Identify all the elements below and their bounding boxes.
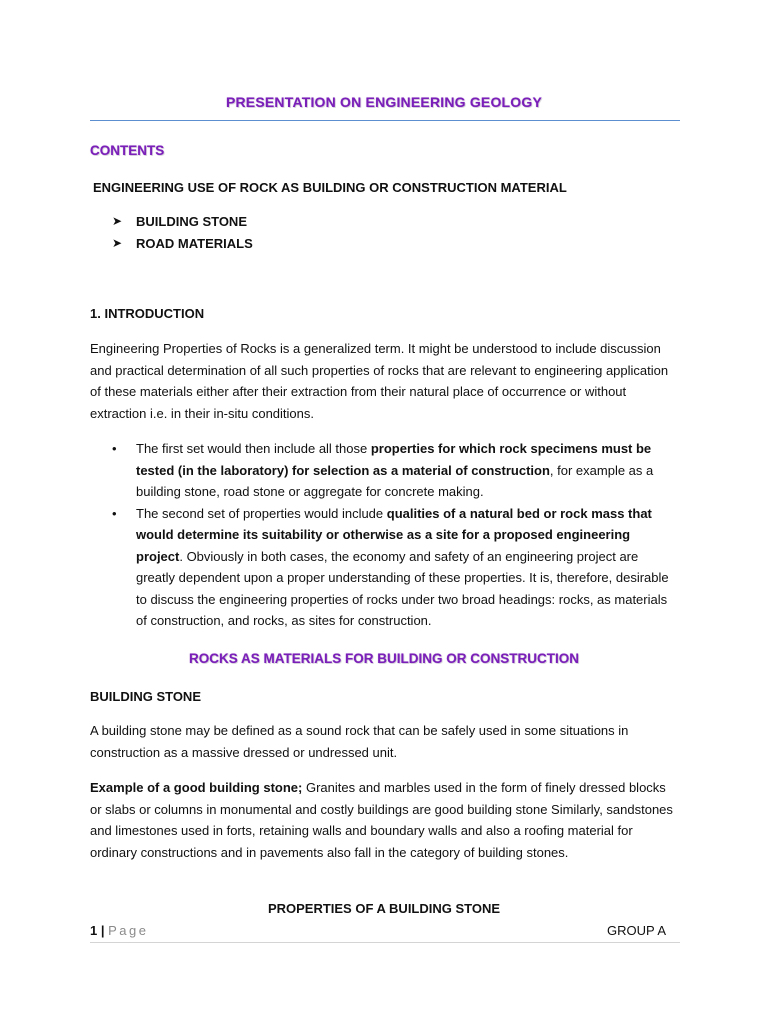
page-footer-number [90,923,148,938]
footer-group-label: GROUP A [606,923,666,938]
contents-list [112,211,253,254]
contents-heading: CONTENTS [90,143,165,158]
page-separator: | [97,923,109,938]
example-paragraph [90,777,676,863]
list-item [112,503,676,632]
footer-rule [90,942,680,943]
bullet-text: The first set would then include all those properties for which rock specimens must be tested (in the laboratory) for selection as a material of construction, for example as a building stone, road stone or aggregate for concrete making. [136,441,654,499]
list-item [112,438,676,503]
building-stone-paragraph: A building stone may be defined as a sound rock that can be safely used in some situations in construction as a massive dressed or undressed unit. [90,723,629,760]
building-stone-heading: BUILDING STONE [90,689,201,704]
example-label: Example of a good building stone; [90,780,303,795]
page-label: Page [108,923,149,938]
document-title: PRESENTATION ON ENGINEERING GEOLOGY [225,94,543,110]
list-item-label: ROAD MATERIALS [136,235,253,251]
list-item [112,211,253,233]
bullet-text: The second set of properties would include qualities of a natural bed or rock mass that would determine its suitability or otherwise as a site for a proposed engineering project. Obviously in both cases, the economy and safety of an engineering project are greatly dependent upon a proper understanding of these properties. It is, therefore, desirable to discuss the engineering properties of rocks under two broad headings: rocks, as materials of construction, and rocks, as sites for construction. [136,505,669,628]
list-item-label: BUILDING STONE [136,214,247,229]
example-text: Granites and marbles used in the form of finely dressed blocks or slabs or columns in monumental and costly buildings are good building stone Similarly, sandstones and limestones used in forts, retaining walls and boundary walls and also a roofing material for ordinary constructions and in pavements also fall in the category of building stones. [90,780,673,860]
title-underline [90,120,680,121]
bullet-icon: • [112,505,117,521]
arrow-right-icon: ➤ [112,214,123,228]
properties-heading: PROPERTIES OF A BUILDING STONE [267,901,501,916]
section-heading: ROCKS AS MATERIALS FOR BUILDING OR CONSTRUCTION [189,651,579,666]
bullet-icon: • [112,441,117,456]
arrow-right-icon: ➤ [112,235,123,250]
contents-subtitle: ENGINEERING USE OF ROCK AS BUILDING OR CONSTRUCTION MATERIAL [93,180,567,195]
list-item [112,233,253,255]
bullet-list [112,438,676,632]
intro-paragraph: Engineering Properties of Rocks is a generalized term. It might be understood to include discussion and practical determination of all such properties of rocks that are relevant to engineering application of these materials either after their extraction from their natural place of occurrence or without extraction i.e. in their in-situ conditions. [90,341,669,421]
page-number: 1 [90,923,98,938]
intro-heading: 1. INTRODUCTION [90,306,205,321]
